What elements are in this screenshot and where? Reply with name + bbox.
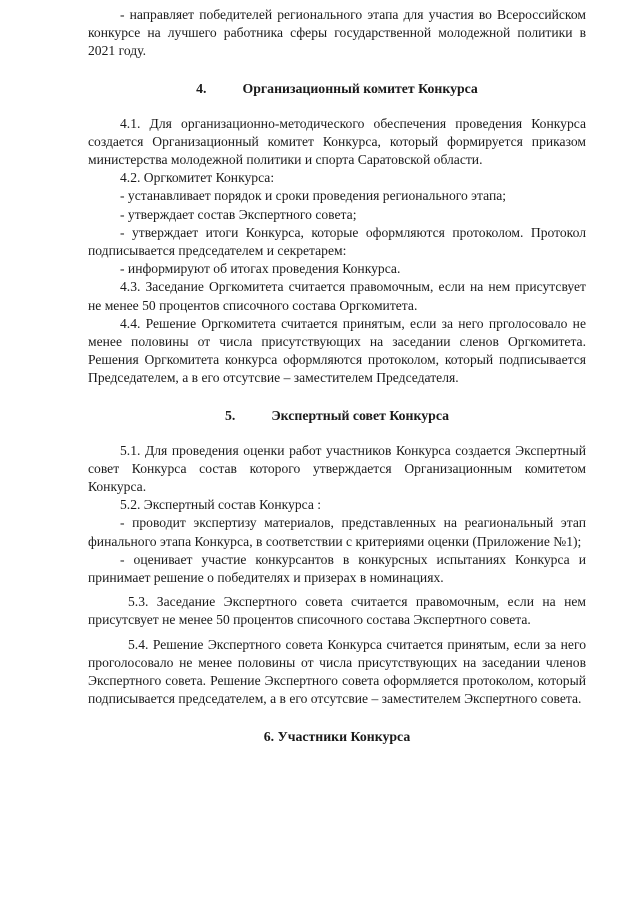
list-item: - устанавливает порядок и сроки проведения регионального этапа; [120,188,507,204]
paragraph-4-4: 4.4. Решение Оргкомитета считается принятым, если за него прголосовало не менее половины от числа присутствующих на заседании сленов Оргкомитета. Решения Оргкомитета конкурса оформляются протоколом, который подписывается Председателем, а в его отсутсвие – заместителем Председателя. [88,315,586,386]
spacer [88,388,586,407]
list-item: - утверждает итоги Конкурса, которые оформляются протоколом. Протокол подписывается председателем и секретарем: [88,224,586,259]
list-item: - информируют об итогах проведения Конкурса. [120,261,401,277]
paragraph-5-2: 5.2. Экспертный состав Конкурса : [120,497,322,513]
section-5-heading [88,407,586,425]
list-item: - проводит экспертизу материалов, представленных на реагиональный этап финального этапа Конкурса, в соответствии с критериями оценки (Приложение №1); [88,515,586,549]
section-5-title: Экспертный совет Конкурса [271,407,450,423]
list-item: - оценивает участие конкурсантов в конкурсных испытаниях Конкурса и принимает решение о победителях и призерах в номинациях. [88,551,586,586]
list-item: - утверждает состав Экспертного совета; [120,206,357,222]
spacer [88,709,586,728]
section-4-title: Организационный комитет Конкурса [242,80,478,96]
spacer [88,425,586,442]
document-page [88,6,586,746]
paragraph-4-1: 4.1. Для организационно-методического обеспечения проведения Конкурса создается Организационный комитет Конкурса, который формируется приказом министерства молодежной политики и спорта Саратовской области. [88,115,586,168]
paragraph-5-1: 5.1. Для проведения оценки работ участников Конкурса создается Экспертный совет Конкурса состав которого утверждается Организационным комитетом Конкурса. [88,442,586,495]
paragraph-5-3: 5.3. Заседание Экспертного совета считается правомочным, если на нем присутсвует не менее 50 процентов списочного состава Экспертного совета. [88,594,586,628]
spacer [88,98,586,115]
section-6-heading: 6. Участники Конкурса [263,728,411,744]
paragraph-5-4: 5.4. Решение Экспертного совета Конкурса считается принятым, если за него проголосовало не менее половины от числа присутствующих на заседании членов Экспертного совета. Решение Экспертного совета оформляется протоколом, который подписывается председателем, а в его отсутсвие – заместителем Экспертного совета. [88,636,586,707]
paragraph-4-2: 4.2. Оргкомитет Конкурса: [120,170,275,186]
section-5-number: 5. [224,407,236,423]
section-4-heading [88,80,586,98]
section-4-number: 4. [196,80,207,96]
spacer [88,61,586,80]
paragraph-4-3: 4.3. Заседание Оргкомитета считается правомочным, если на нем присутсвует не менее 50 процентов списочного состава Оргкомитета. [88,279,586,313]
intro-paragraph: - направляет победителей регионального этапа для участия во Всероссийском конкурсе на лучшего работника сферы государственной молодежной политики в 2021 году. [88,7,586,59]
